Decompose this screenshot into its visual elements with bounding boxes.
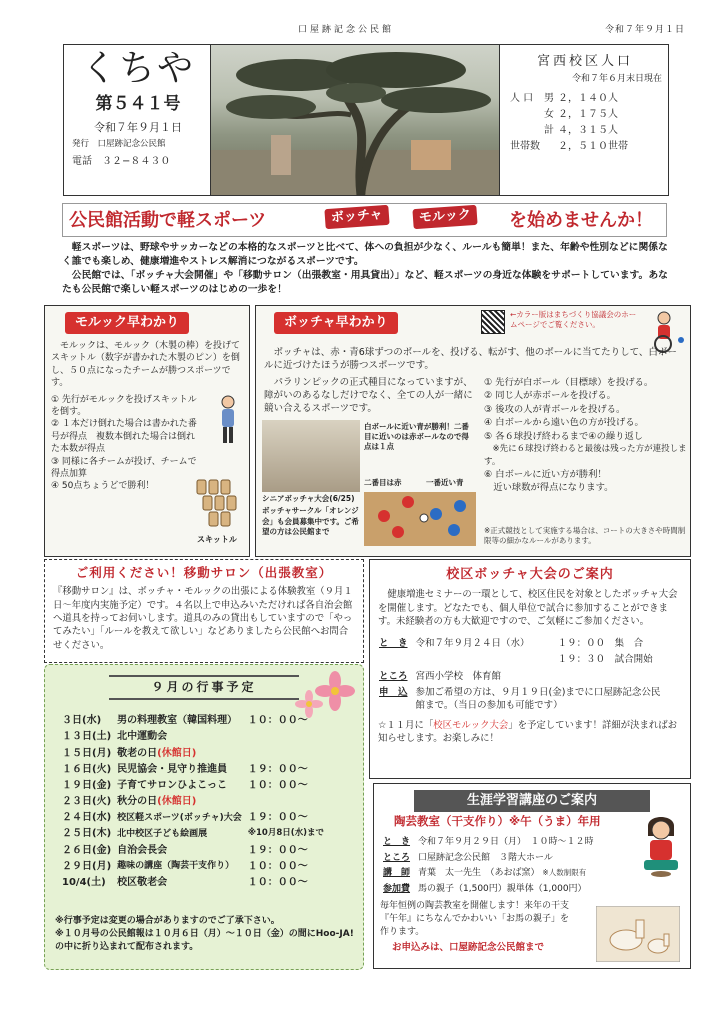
tournament-text: 健康増進セミナーの一環として、校区住民を対象としたボッチャ大会を開催します。どなたでも、個人単位で試合に参加することができます。未経験者の方も大歓迎ですので、ご気軽にご参加ください。 bbox=[378, 588, 678, 628]
schedule-event: 子育てサロンひよこっこ bbox=[117, 779, 227, 791]
molkky-description: モルックは、モルック（木製の棒）を投げてスキットル（数字が書かれた木製のピン）を倒し、５０点になったチームが勝つスポーツです。 bbox=[51, 341, 241, 389]
boccia-court-diagram bbox=[364, 492, 476, 546]
molkky-step: ① 先行がモルックを投げスキットルを倒す。 bbox=[51, 394, 197, 418]
detail-row bbox=[380, 836, 597, 849]
schedule-time: １０：００〜 bbox=[247, 876, 308, 888]
schedule-date: ２５日(木) bbox=[62, 828, 112, 840]
schedule-row bbox=[59, 762, 327, 778]
senior-boccia-photo bbox=[262, 420, 360, 492]
boccia-step: ⑤ 各６球投げ終わるまで④の繰り返し bbox=[484, 430, 644, 442]
pine-tree-illustration bbox=[211, 45, 500, 195]
pop-value: ２，１７５人 bbox=[558, 109, 618, 121]
masthead bbox=[63, 44, 669, 196]
boccia-step: ① 先行が白ボール（目標球）を投げる。 bbox=[484, 377, 654, 388]
salon-title: ご利用ください！移動サロン（出張教室） bbox=[75, 565, 333, 580]
note-pre: ☆１１月に「 bbox=[378, 720, 434, 732]
detail-row bbox=[376, 653, 673, 667]
schedule-note: ※１０月号の公民館報は１０月６日（月）〜１０日（金）の間にHoo-JA!の中に折り込まれて配布されます。 bbox=[55, 929, 354, 953]
mobile-salon-section bbox=[44, 559, 364, 663]
schedule-date: １９日(金) bbox=[62, 779, 112, 791]
holiday-mark: (休館日) bbox=[157, 747, 197, 759]
issuer-label: 発行 bbox=[72, 139, 90, 150]
schedule-date: １６日(火) bbox=[62, 763, 112, 775]
schedule-row bbox=[59, 859, 327, 875]
time-start: １９：３０ 試合開始 bbox=[557, 654, 653, 666]
boccia-title: ボッチャ早わかり bbox=[274, 312, 398, 334]
molkky-title: モルック早わかり bbox=[65, 312, 189, 334]
molkky-step: ② １本だけ倒れた場合は書かれた番号が得点 複数本倒れた場合は倒れた本数が得点 bbox=[51, 419, 197, 455]
phone-line bbox=[70, 155, 206, 169]
note-highlight: 校区モルック大会 bbox=[433, 720, 509, 732]
schedule-time bbox=[245, 745, 327, 761]
schedule-date: １５日(月) bbox=[62, 747, 112, 759]
schedule-event: 自治会長会 bbox=[117, 844, 168, 856]
schedule-time: １０：００〜 bbox=[247, 779, 308, 791]
schedule-time: ※10月8日(水)まで bbox=[247, 828, 325, 839]
molkky-section bbox=[44, 305, 250, 557]
salon-text: 『移動サロン』は、ボッチャ・モルックの出張による体験教室（９月１日〜年度内実施予定）です。４名以上で申込みいただければ各自治会館へ道具を持ってお伺いします。道具のみの貸出もしていますので「やってみたい」「ルールを教えて欲しい」などありましたら公民館へお問合せください。 bbox=[53, 586, 353, 651]
pop-label: 人 口 bbox=[510, 93, 534, 105]
teacher-label: 講 師 bbox=[383, 868, 411, 879]
population-as-of: 令和７年６月末日現在 bbox=[571, 73, 662, 84]
boccia-step: ※先に６球投げ終わると最後は残った方が連投します。 bbox=[484, 444, 687, 467]
newsletter-title: くちや bbox=[80, 48, 195, 89]
intro-text bbox=[62, 241, 672, 297]
sports-banner bbox=[62, 203, 667, 237]
population-table bbox=[508, 91, 630, 154]
boccia-steps bbox=[484, 376, 688, 495]
schedule-row bbox=[59, 713, 327, 729]
boccia-description-1: ボッチャは、赤・青6球ずつのボールを、投げる、転がす、他のボールに当てたりして、白ボールに近づけたほうが勝つスポーツです。 bbox=[264, 347, 677, 372]
schedule-event: 校区敬老会 bbox=[117, 876, 168, 888]
pottery-person-icon bbox=[638, 812, 684, 878]
schedule-row bbox=[59, 745, 327, 761]
schedule-row bbox=[59, 826, 327, 842]
schedule-date: ２３日(火) bbox=[62, 796, 112, 808]
schedule-row bbox=[59, 794, 327, 810]
banner-tag-molkky: モルック bbox=[412, 205, 477, 229]
skittles-illustration bbox=[193, 474, 249, 530]
pop-value: ４，３１５人 bbox=[558, 124, 618, 136]
teacher-note: ※人数制限有 bbox=[542, 868, 587, 878]
intro-paragraph: 軽スポーツは、野球やサッカーなどの本格的なスポーツと比べて、体への負担が少なく、ルールも簡単！また、年齢や性別などに関係なく誰でも楽しめ、健康増進やストレス解消につながるスポーツです。 bbox=[62, 242, 668, 267]
lifelong-title: 生涯学習講座のご案内 bbox=[414, 790, 650, 812]
phone: ３２−８４３０ bbox=[102, 155, 171, 167]
boccia-step: ③ 後攻の人が青ボールを投げる。 bbox=[484, 403, 626, 415]
time-gather: １９：００ 集 合 bbox=[557, 638, 644, 650]
lifelong-subtitle: 陶芸教室（干支作り）※午（うま）年用 bbox=[394, 813, 601, 828]
schedule-date: １３日(土) bbox=[62, 731, 112, 743]
diagram-label-first: 一番近い青 bbox=[426, 478, 464, 487]
lifelong-details bbox=[378, 834, 599, 898]
population-title: 宮西校区人口 bbox=[536, 54, 633, 69]
boccia-step: ② 同じ人が赤ボールを投げる。 bbox=[484, 390, 616, 402]
photo-caption: シニアボッチャ大会(6/25) bbox=[262, 494, 355, 503]
population-row bbox=[508, 91, 630, 107]
schedule-event bbox=[114, 745, 245, 761]
boccia-diagram-text: 白ボールに近い青が勝利！二番目に近いのは赤ボールなので得点は１点 bbox=[364, 422, 469, 452]
schedule-row bbox=[59, 729, 327, 745]
apply-label: 申 込 bbox=[379, 686, 408, 698]
when-value: 令和７年９月２４日（水） bbox=[415, 638, 530, 650]
schedule-time: １０：００〜 bbox=[247, 715, 308, 727]
skittle-label: スキットル bbox=[197, 535, 237, 544]
pop-sub: 計 bbox=[544, 124, 554, 136]
schedule-event: 趣味の講座（陶芸干支作り） bbox=[117, 861, 235, 872]
schedule-date: ２４日(水) bbox=[62, 812, 112, 824]
lifelong-learning-section bbox=[373, 783, 691, 969]
tournament-title: 校区ボッチャ大会のご案内 bbox=[446, 567, 614, 582]
molkky-step: ③ 同様に各チームが投げ、チームで得点加算 bbox=[51, 456, 197, 480]
molkky-steps bbox=[51, 394, 201, 493]
banner-tag-boccia: ボッチャ bbox=[324, 205, 389, 229]
schedule-event: 北中運動会 bbox=[117, 731, 168, 743]
publisher-header: 口屋跡記念公民館 bbox=[298, 25, 395, 35]
schedule-time: １０：００〜 bbox=[247, 860, 308, 872]
issue-date: 令和７年９月１日 bbox=[94, 121, 182, 135]
schedule-title: ９月の行事予定 bbox=[109, 675, 299, 700]
schedule-time: １９：００〜 bbox=[247, 763, 308, 775]
issuer-line bbox=[70, 139, 206, 151]
september-schedule bbox=[44, 664, 364, 970]
where-value: 宮西小学校 体育館 bbox=[415, 670, 502, 682]
pop-sub bbox=[542, 139, 556, 155]
schedule-notes bbox=[55, 915, 355, 954]
event-name: 敬老の日 bbox=[117, 747, 158, 759]
detail-row bbox=[376, 637, 673, 651]
pine-tree-photo bbox=[210, 45, 500, 195]
apply-value: 参加ご希望の方は、９月１９日(金)までに口屋跡記念公民館まで。（当日の参加も可能です） bbox=[415, 686, 661, 711]
schedule-time: １９：００〜 bbox=[247, 844, 308, 856]
population-row bbox=[508, 123, 630, 139]
pop-label: 世帯数 bbox=[510, 140, 540, 152]
schedule-event: 男の料理教室（韓国料理） bbox=[117, 715, 238, 727]
lifelong-footer: お申込みは、口屋跡記念公民館まで bbox=[392, 942, 545, 954]
tournament-note bbox=[378, 720, 682, 746]
teacher-value bbox=[415, 867, 597, 880]
where-label: ところ bbox=[383, 852, 411, 863]
when-value: 令和７年９月２９日（月） １０時〜１２時 bbox=[418, 837, 594, 848]
detail-row bbox=[380, 851, 597, 864]
schedule-note: ※行事予定は変更の場合がありますのでご了承下さい。 bbox=[55, 916, 280, 926]
where-value: 口屋跡記念公民館 ３階大ホール bbox=[418, 852, 553, 863]
schedule-row bbox=[59, 778, 327, 794]
when-label: と き bbox=[383, 837, 411, 848]
schedule-table bbox=[59, 713, 327, 891]
boccia-step: 近い球数が得点になります。 bbox=[484, 482, 614, 494]
banner-pre: 公民館活動で軽スポーツ bbox=[69, 210, 267, 231]
detail-row bbox=[376, 685, 673, 712]
schedule-time bbox=[245, 729, 327, 745]
pop-sub: 女 bbox=[544, 109, 554, 121]
schedule-time bbox=[245, 794, 327, 810]
boccia-section bbox=[255, 305, 691, 557]
molkky-step: ④ 50点ちょうどで勝利！ bbox=[51, 481, 155, 492]
phone-label: 電話 bbox=[72, 155, 92, 167]
pop-label bbox=[508, 123, 542, 139]
detail-row bbox=[380, 882, 597, 895]
intro-paragraph: 公民館では、「ボッチャ大会開催」や「移動サロン（出張教室・用具貸出）」など、軽スポーツの身近な体験をサポートしています。あなたも公民館で楽しい軽スポーツのはじめの一歩を！ bbox=[62, 269, 668, 295]
qr-note: ←カラー版はまちづくり協議会のホームページでご覧ください。 bbox=[510, 310, 637, 329]
schedule-row bbox=[59, 842, 327, 858]
boccia-step: ⑥ 白ボールに近い方が勝利！ bbox=[484, 468, 607, 480]
pop-sub: 男 bbox=[544, 93, 554, 105]
pop-value: ２，１４０人 bbox=[558, 93, 618, 105]
qr-code-icon[interactable] bbox=[481, 310, 505, 334]
banner-post: を始めませんか！ bbox=[509, 210, 653, 231]
schedule-date: 10/4(土) bbox=[62, 876, 106, 888]
detail-row bbox=[376, 669, 673, 683]
header-date: 令和７年９月１日 bbox=[605, 25, 686, 35]
schedule-event: 校区軽スポーツ(ボッチャ)大会 bbox=[117, 812, 242, 823]
boccia-footnote: ※正式競技として実施する場合は、コートの大きさや時間制限等の細かなルールがあります。 bbox=[484, 526, 686, 546]
population-row bbox=[508, 107, 630, 123]
schedule-event bbox=[114, 794, 245, 810]
boccia-step: ④ 白ボールから遠い色の方が投げる。 bbox=[484, 417, 644, 429]
where-label: ところ bbox=[379, 670, 408, 682]
person-throwing-icon bbox=[213, 394, 243, 446]
note-post: 」を予定しています！詳細が決まればお知らせします。お楽しみに！ bbox=[378, 720, 678, 745]
schedule-date: ２６日(金) bbox=[62, 844, 112, 856]
schedule-event: 民児協会・見守り推進員 bbox=[117, 763, 228, 775]
holiday-mark: (休館日) bbox=[157, 796, 197, 808]
schedule-date: ２９日(月) bbox=[62, 860, 112, 872]
event-name: 秋分の日 bbox=[117, 796, 158, 808]
pop-value: ２，５１０世帯 bbox=[558, 140, 628, 152]
fee-label: 参加費 bbox=[383, 883, 411, 894]
population-row bbox=[508, 139, 630, 155]
schedule-event: 北中校区子ども絵画展 bbox=[117, 829, 208, 840]
teacher-name: 青葉 太一先生 （あおば窯） bbox=[418, 868, 540, 879]
detail-row bbox=[380, 867, 597, 880]
horse-figures-photo bbox=[596, 906, 680, 962]
schedule-row bbox=[59, 875, 327, 891]
schedule-row bbox=[59, 810, 327, 826]
circle-recruit-note: ボッチャサークル「オレンジ会」も会員募集中です。ご希望の方は公民館まで bbox=[262, 506, 359, 536]
fee-value: 馬の親子（1,500円）親単体（1,000円） bbox=[418, 883, 587, 894]
masthead-title-block bbox=[70, 49, 206, 169]
lifelong-text: 毎年恒例の陶芸教室を開催します！来年の干支『午年』にちなんでかわいい「お馬の親子」を作ります。 bbox=[380, 901, 570, 937]
pop-label bbox=[508, 107, 542, 123]
schedule-date: ３日(水) bbox=[62, 715, 102, 727]
boccia-description-2: パラリンピックの正式種目になっていますが、障がいのあるなしだけでなく、全ての人が一緒に競い合えるスポーツです。 bbox=[264, 377, 473, 415]
schedule-time: １９：００〜 bbox=[247, 812, 308, 824]
population-panel bbox=[502, 45, 668, 163]
tournament-details bbox=[374, 635, 675, 715]
diagram-label-second: 二番目は赤 bbox=[364, 478, 402, 487]
when-label: と き bbox=[379, 638, 408, 650]
issuer: 口屋跡記念公民館 bbox=[97, 139, 166, 150]
boccia-tournament-section bbox=[369, 559, 691, 779]
issue-number: 第５４１号 bbox=[95, 93, 181, 114]
